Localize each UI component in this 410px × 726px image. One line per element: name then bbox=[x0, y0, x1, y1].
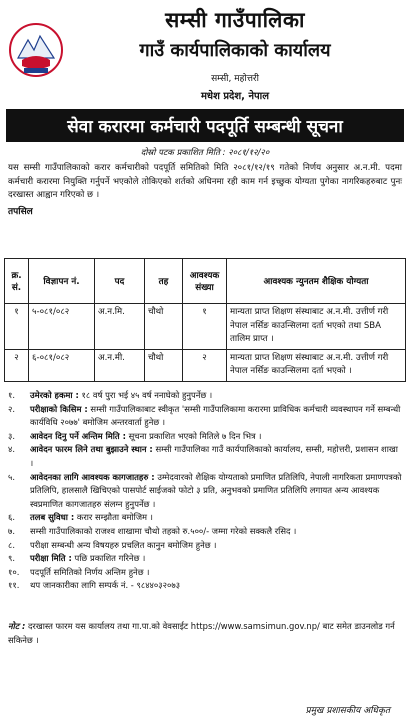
list-item bbox=[8, 579, 402, 593]
note-text: पछि प्रकाशित गरिनेछ । bbox=[71, 553, 146, 564]
office-address: सम्सी, महोत्तरी bbox=[211, 74, 259, 84]
published-date: दोस्रो पटक प्रकाशित मिति : २०८१/१२/२० bbox=[140, 148, 270, 158]
cell-post: अ.न.मि. bbox=[95, 304, 145, 350]
footnote bbox=[8, 620, 402, 647]
note-label: आवेदन दिनु पर्ने अन्तिम मिति : bbox=[30, 430, 126, 441]
note-number: ६. bbox=[8, 512, 16, 523]
note-text: उम्मेदवारको शैक्षिक योग्यताको प्रमाणित प्रतिलिपि, नेपाली नागरिकता प्रमाणपत्रको प्रतिलिपि, हालसालै खिचिएको पासपोर्ट साईजको फोटो ३ प्रति, अनुभवको प्रमाणित प्रतिलिपि लगायत अन्य आवश्यक स्वप्रमाणित कागजातहरु संलग्न हुनुपर्नेछ । bbox=[30, 471, 402, 509]
note-label: परीक्षा मिति : bbox=[30, 553, 72, 564]
cell-ad-number: ६-०८१/०८२ bbox=[29, 349, 95, 381]
note-number: ३. bbox=[8, 430, 16, 441]
note-number: २. bbox=[8, 403, 16, 414]
cell-sn: १ bbox=[5, 304, 29, 350]
note-text: करार सम्झौता बमोजिम । bbox=[74, 512, 153, 523]
note-text: सम्सी गाउँपालिका गाउँ कार्यपालिकाको कार्यालय, सम्सी, महोत्तरी, प्रशासन शाखा । bbox=[30, 444, 398, 468]
footnote-label: नोट : bbox=[8, 621, 26, 631]
office-province: मधेश प्रदेश, नेपाल bbox=[200, 91, 270, 102]
header-ad-number: विज्ञापन नं. bbox=[29, 259, 95, 304]
note-number: १०. bbox=[8, 566, 20, 577]
list-item bbox=[8, 403, 402, 430]
cell-level: चौथो bbox=[145, 349, 183, 381]
header-level: तह bbox=[145, 259, 183, 304]
footnote-text: दरखास्त फारम यस कार्यालय तथा गा.पा.को वेवसाईट https://www.samsimun.gov.np/ बाट समेत डाउनलोड गर्न सकिनेछ । bbox=[8, 621, 395, 645]
note-number: ११. bbox=[8, 580, 20, 591]
list-item bbox=[8, 389, 402, 403]
note-label: परीक्षाको किसिम : bbox=[30, 403, 88, 414]
nepal-emblem-icon bbox=[8, 22, 64, 78]
list-item bbox=[8, 443, 402, 470]
office-name: सम्सी गाउँपालिका bbox=[165, 8, 305, 32]
cell-count: २ bbox=[183, 349, 227, 381]
note-number: ९. bbox=[8, 553, 16, 564]
table-label: तपसिल bbox=[8, 207, 33, 217]
note-label: उमेरको हकमा : bbox=[30, 390, 79, 400]
list-item bbox=[8, 566, 402, 580]
cell-qualification: मान्यता प्राप्त शिक्षण संस्थाबाट अ.न.मी. उत्तीर्ण गरी नेपाल नर्सिङ काउन्सिलमा दर्ता भएको तथा SBA तालिम प्राप्त । bbox=[227, 304, 406, 350]
cell-post: अ.न.मी. bbox=[95, 349, 145, 381]
header-sn: क्र. सं. bbox=[5, 259, 29, 304]
office-title: गाउँ कार्यपालिकाको कार्यालय bbox=[139, 40, 331, 61]
table-row bbox=[5, 304, 406, 350]
signature: प्रमुख प्रशासकीय अधिकृत bbox=[305, 706, 390, 716]
cell-qualification: मान्यता प्राप्त शिक्षण संस्थाबाट अ.न.मी. उत्तीर्ण गरी नेपाल नर्सिङ काउन्सिलमा दर्ता भएको । bbox=[227, 349, 406, 381]
note-number: ८. bbox=[8, 539, 16, 550]
note-text: सम्सी गाउँपालिकाको राजश्व शाखामा चौथो तहको रु.५००/- जम्मा गरेको सक्कलै रसिद । bbox=[30, 525, 297, 536]
cell-sn: २ bbox=[5, 349, 29, 381]
list-item bbox=[8, 525, 402, 539]
notice-title: सेवा करारमा कर्मचारी पदपूर्ति सम्बन्धी सूचना bbox=[6, 109, 404, 142]
note-text: १८ वर्ष पुरा भई ४५ वर्ष ननाघेको हुनुपर्नेछ । bbox=[78, 390, 213, 400]
note-label: आवेदनका लागि आवश्यक कागजातहरु : bbox=[30, 471, 155, 482]
notes-list bbox=[8, 389, 402, 593]
table-header-row bbox=[5, 259, 406, 304]
list-item bbox=[8, 511, 402, 525]
note-text: परीक्षा सम्बन्धी अन्य विषयहरु प्रचलित कानुन बमोजिम हुनेछ । bbox=[30, 539, 217, 550]
cell-ad-number: ५-०८१/०८२ bbox=[29, 304, 95, 350]
header-required-count: आवश्यक संख्या bbox=[183, 259, 227, 304]
note-number: ५. bbox=[8, 471, 16, 482]
list-item bbox=[8, 552, 402, 566]
list-item bbox=[8, 430, 402, 444]
note-text: थप जानकारीका लागि सम्पर्क नं. - ९८४४०३२०७३ bbox=[30, 580, 181, 591]
cell-level: चौथो bbox=[145, 304, 183, 350]
note-text: सम्सी गाउँपालिकाबाट स्वीकृत 'सम्सी गाउँपालिकामा करारमा प्राविधिक कर्मचारी व्यवस्थापन गर्ने सम्बन्धी कार्यविधि २०७७' बमोजिम अन्तरवार्ता हुनेछ । bbox=[30, 403, 401, 428]
list-item bbox=[8, 471, 402, 512]
vacancy-table bbox=[4, 258, 406, 382]
note-number: ४. bbox=[8, 444, 16, 455]
cell-count: १ bbox=[183, 304, 227, 350]
header-post: पद bbox=[95, 259, 145, 304]
intro-paragraph: यस सम्सी गाउँपालिकाको करार कर्मचारीको पदपूर्ति समितिको मिति २०८१/१२/१९ गतेको निर्णय अनुसार अ.न.मी. पदमा कर्मचारी करारमा नियुक्ति गर्नुपर्ने भएकोले तोकिएको शर्तको अधिनमा रही काम गर्न इच्छुक योग्यता पुगेका नागरिकहरुबाट पुनः दरखास्त आह्वान गरिएको छ । bbox=[8, 163, 402, 200]
list-item bbox=[8, 539, 402, 553]
header-qualification: आवश्यक न्युनतम शैक्षिक योग्यता bbox=[227, 259, 406, 304]
note-number: ७. bbox=[8, 525, 16, 536]
note-label: तलब सुविधा : bbox=[30, 512, 75, 523]
note-text: पदपूर्ति समितिको निर्णय अन्तिम हुनेछ । bbox=[30, 566, 150, 577]
table-row bbox=[5, 349, 406, 381]
note-label: आवेदन फारम लिने तथा बुझाउने स्थान : bbox=[30, 444, 153, 455]
note-number: १. bbox=[8, 390, 16, 400]
note-text: सूचना प्रकाशित भएको मितिले ७ दिन भित्र । bbox=[125, 430, 262, 441]
